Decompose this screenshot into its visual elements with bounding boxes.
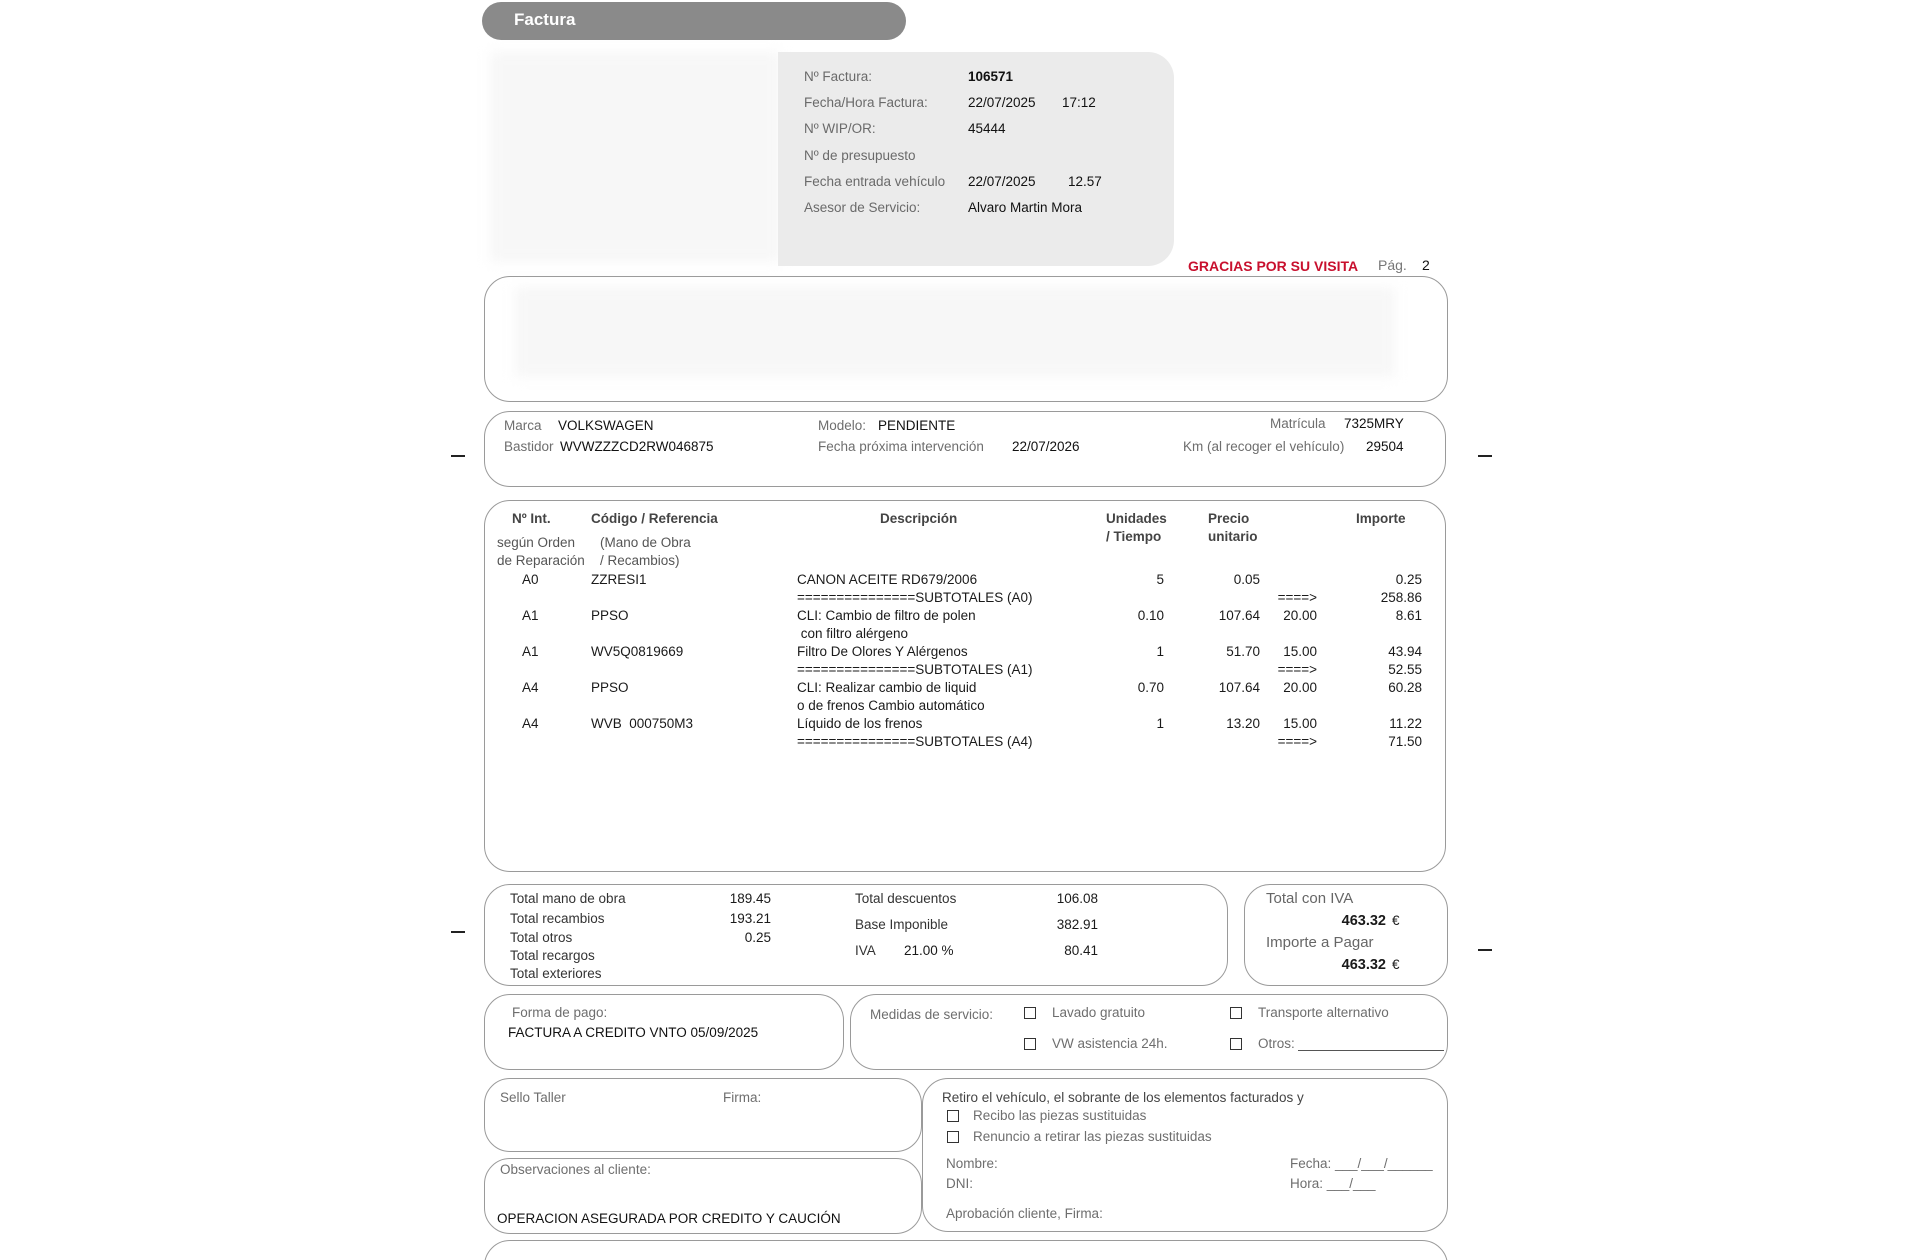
row-desc: ===============SUBTOTALES (A1) [797,662,1033,677]
row-amount: 60.28 [1388,680,1422,695]
time-field-label: Hora: ___/___ [1290,1176,1376,1191]
col-header-nint-sub: según Orden [497,535,576,550]
amount-due-value: 463.32 [1341,957,1386,973]
row-desc: o de frenos Cambio automático [797,698,985,713]
row-desc: ===============SUBTOTALES (A0) [797,590,1033,605]
row-price: 107.64 [1218,680,1260,695]
tax-base-label: Base Imponible [855,917,949,932]
row-nint: A0 [522,572,539,587]
thanks-message: GRACIAS POR SU VISITA [1188,258,1359,274]
receive-parts-label: Recibo las piezas sustituidas [973,1108,1147,1123]
invoice-info-box [778,52,1174,266]
col-header-code-sub: (Mano de Obra [600,535,691,550]
vat-value: 80.41 [1064,943,1098,958]
free-wash-label: Lavado gratuito [1052,1005,1146,1020]
row-nint: A1 [522,644,539,659]
row-price: 0.05 [1233,572,1260,587]
col-header-code: Código / Referencia [591,511,718,526]
row-code: PPSO [591,608,629,623]
info-label: Nº de presupuesto [804,148,916,163]
next-service-value: 22/07/2026 [1012,439,1080,454]
row-desc: ===============SUBTOTALES (A4) [797,734,1033,749]
row-discount: 20.00 [1283,608,1317,623]
approval-label: Aprobación cliente, Firma: [946,1206,1103,1221]
row-desc: Líquido de los frenos [797,716,923,731]
row-units: 1 [1156,716,1164,731]
row-desc: Filtro De Olores Y Alérgenos [797,644,968,659]
row-units: 0.10 [1137,608,1164,623]
workshop-seal-label: Sello Taller [500,1090,566,1105]
row-nint: A1 [522,608,539,623]
free-wash-checkbox[interactable] [1024,1007,1036,1019]
row-desc: CLI: Realizar cambio de liquid [797,680,977,695]
col-header-description: Descripción [880,511,958,526]
service-advisor: Alvaro Martin Mora [968,200,1083,215]
vin-value: WVWZZZCD2RW046875 [560,439,714,454]
total-with-vat-label: Total con IVA [1266,890,1354,907]
total-with-vat-value: 463.32 [1341,913,1386,929]
next-service-label: Fecha próxima intervención [818,439,984,454]
col-header-units: Unidades [1106,511,1167,526]
col-header-nint: Nº Int. [512,511,551,526]
row-amount: 71.50 [1388,734,1422,749]
row-price: 107.64 [1218,608,1260,623]
vat-label: IVA [855,943,876,958]
km-value: 29504 [1366,439,1404,454]
row-amount: 0.25 [1395,572,1422,587]
row-amount: 43.94 [1388,644,1422,659]
service-measures-label: Medidas de servicio: [870,1007,994,1022]
other-line [1298,1050,1444,1051]
surcharges-label: Total recargos [510,948,595,963]
col-header-price: unitario [1208,529,1258,544]
margin-mark [451,455,465,457]
row-nint: A4 [522,716,539,731]
currency-symbol: € [1392,913,1400,928]
row-price: 13.20 [1226,716,1260,731]
vw-assist-label: VW asistencia 24h. [1052,1036,1168,1051]
km-label: Km (al recoger el vehículo) [1183,439,1345,454]
alt-transport-checkbox[interactable] [1230,1007,1242,1019]
invoice-time: 17:12 [1062,95,1096,110]
discounts-value: 106.08 [1056,891,1098,906]
plate-label: Matrícula [1270,416,1326,431]
row-discount: 15.00 [1283,644,1317,659]
discounts-label: Total descuentos [855,891,957,906]
other-checkbox[interactable] [1230,1038,1242,1050]
margin-mark [1478,455,1492,457]
col-header-units: / Tiempo [1106,529,1162,544]
col-header-nint-sub: de Reparación [497,553,585,568]
external-label: Total exteriores [510,966,602,981]
labor-total-label: Total mano de obra [510,891,626,906]
info-label: Fecha/Hora Factura: [804,95,928,110]
model-value: PENDIENTE [878,418,956,433]
col-header-price: Precio [1208,511,1250,526]
parts-total-value: 193.21 [729,911,771,926]
page-label: Pág. [1378,257,1407,273]
invoice-number: 106571 [968,69,1014,84]
row-amount: 52.55 [1388,662,1422,677]
row-units: 1 [1156,644,1164,659]
currency-symbol: € [1392,957,1400,972]
amount-due-label: Importe a Pagar [1266,934,1374,951]
row-discount: 20.00 [1283,680,1317,695]
document-title-tab [482,2,906,40]
margin-mark [1478,949,1492,951]
entry-time: 12.57 [1068,174,1102,189]
row-code: WV5Q0819669 [591,644,684,659]
row-code: PPSO [591,680,629,695]
plate-value: 7325MRY [1344,416,1404,431]
invoice-date: 22/07/2025 [968,95,1036,110]
waive-parts-label: Renuncio a retirar las piezas sustituidas [973,1129,1212,1144]
payment-label: Forma de pago: [512,1005,608,1020]
row-desc: CLI: Cambio de filtro de polen [797,608,976,623]
labor-total-value: 189.45 [729,891,771,906]
row-arrow: ====> [1277,734,1317,749]
info-label: Fecha entrada vehículo [804,174,946,189]
date-field-label: Fecha: ___/___/______ [1290,1156,1433,1171]
row-desc: CANON ACEITE RD679/2006 [797,572,978,587]
observations-label: Observaciones al cliente: [500,1162,651,1177]
info-label: Nº Factura: [804,69,872,84]
row-arrow: ====> [1277,662,1317,677]
entry-date: 22/07/2025 [968,174,1036,189]
info-label: Asesor de Servicio: [804,200,921,215]
name-label: Nombre: [946,1156,998,1171]
other-total-value: 0.25 [744,930,771,945]
other-label: Otros: [1258,1036,1295,1051]
vw-assist-checkbox[interactable] [1024,1038,1036,1050]
waive-parts-checkbox[interactable] [947,1131,959,1143]
row-code: WVB 000750M3 [591,716,694,731]
wip-number: 45444 [968,121,1006,136]
col-header-code-sub: / Recambios) [600,553,680,568]
row-amount: 11.22 [1389,716,1422,731]
pickup-title: Retiro el vehículo, el sobrante de los elementos facturados y [942,1090,1304,1105]
model-label: Modelo: [818,418,867,433]
row-desc: con filtro alérgeno [797,626,909,641]
vin-label: Bastidor [504,439,554,454]
customer-box [484,276,1448,402]
brand-value: VOLKSWAGEN [558,418,654,433]
receive-parts-checkbox[interactable] [947,1110,959,1122]
redacted-company-area [490,52,780,262]
info-label: Nº WIP/OR: [804,121,876,136]
row-amount: 8.61 [1395,608,1422,623]
row-discount: 15.00 [1283,716,1317,731]
col-header-amount: Importe [1356,511,1406,526]
observations-value: OPERACION ASEGURADA POR CREDITO Y CAUCIÓN [497,1211,841,1226]
document-title: Factura [514,10,576,29]
row-amount: 258.86 [1380,590,1422,605]
margin-mark [451,931,465,933]
vat-rate: 21.00 % [904,943,954,958]
row-arrow: ====> [1277,590,1317,605]
row-units: 5 [1156,572,1164,587]
row-price: 51.70 [1226,644,1260,659]
other-total-label: Total otros [510,930,573,945]
row-code: ZZRESI1 [591,572,647,587]
brand-label: Marca [504,418,542,433]
footer-box [484,1240,1448,1260]
parts-total-label: Total recambios [510,911,605,926]
redacted-customer [515,287,1395,377]
row-units: 0.70 [1137,680,1164,695]
id-label: DNI: [946,1176,973,1191]
tax-base-value: 382.91 [1056,917,1098,932]
alt-transport-label: Transporte alternativo [1258,1005,1389,1020]
signature-label: Firma: [723,1090,762,1105]
row-nint: A4 [522,680,539,695]
payment-value: FACTURA A CREDITO VNTO 05/09/2025 [508,1025,759,1040]
page-number: 2 [1422,257,1430,273]
